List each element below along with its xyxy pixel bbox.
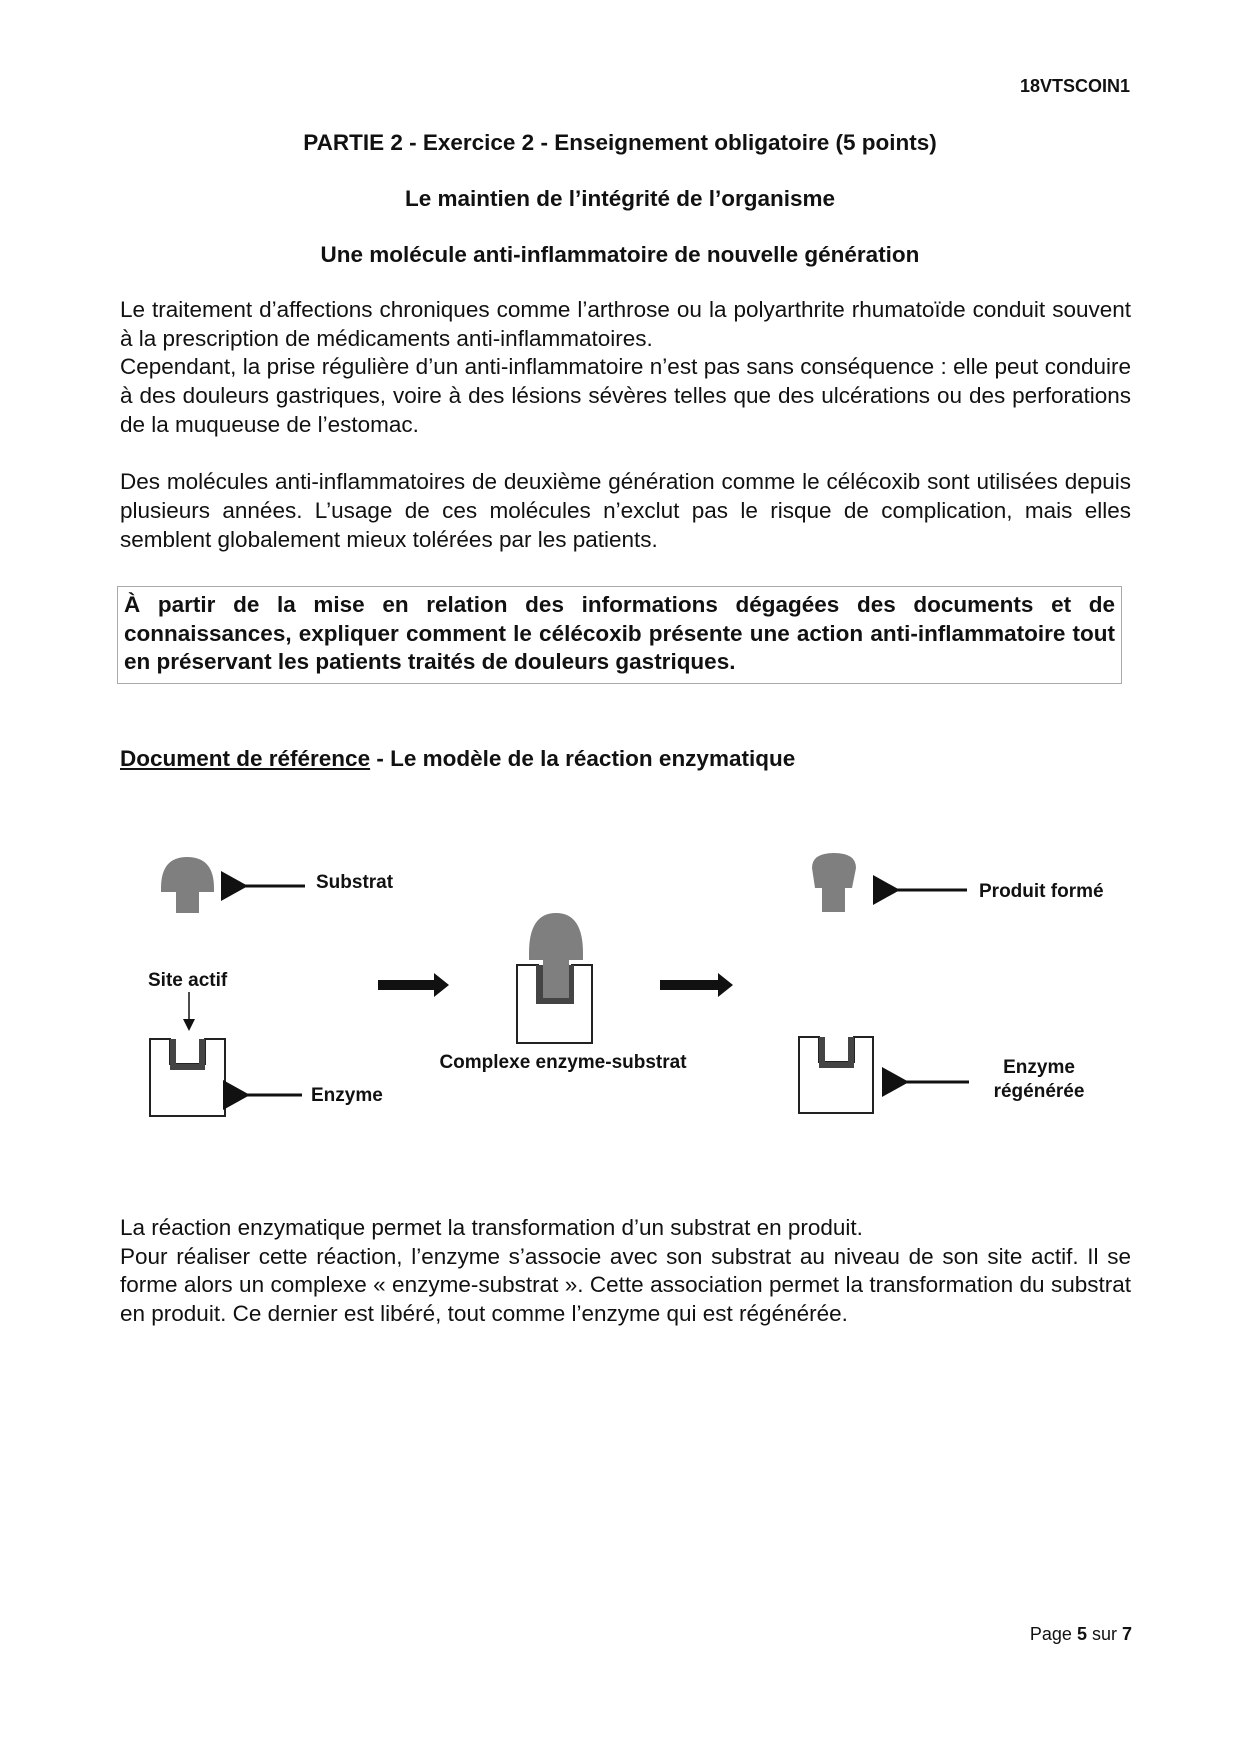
total-pages: 7 [1121,1624,1132,1644]
page-number [1030,1624,1132,1645]
complex-label: Complexe enzyme-substrat [439,1052,687,1073]
intro-paragraph-3: Des molécules anti-inflammatoires de deuxième génération comme le célécoxib sont utilisées depuis plusieurs années. L’usage de ces molécules n’exclut pas le risque de complication, mais elles semblent globalement mieux tolérées par les patients. [120,469,1131,552]
regenerated-enzyme-label-2: régénérée [993,1081,1085,1102]
product-label: Produit formé [979,881,1104,902]
active-site-label: Site actif [148,970,228,991]
reaction-arrow-1 [378,973,449,997]
intro-text [120,296,1131,554]
intro-paragraph-1: Le traitement d’affections chroniques comme l’arthrose ou la polyarthrite rhumatoïde conduit souvent à la prescription de médicaments anti-inflammatoires. [120,297,1131,351]
document-paragraph-1: La réaction enzymatique permet la transformation d’un substrat en produit. [120,1215,863,1240]
document-text [120,1214,1131,1329]
regenerated-enzyme-shape [799,1037,873,1113]
substrate-label: Substrat [316,872,394,893]
page-prefix: Page [1029,1624,1077,1644]
document-code: 18VTSCOIN1 [1019,76,1130,96]
part-title: PARTIE 2 - Exercice 2 - Enseignement obligatoire (5 points) [303,130,937,155]
enzyme-shape [150,1039,225,1116]
current-page: 5 [1076,1624,1087,1644]
enzyme-label: Enzyme [311,1085,383,1106]
regenerated-enzyme-label-1: Enzyme [1003,1057,1075,1078]
intro-paragraph-2: Cependant, la prise régulière d’un anti-inflammatoire n’est pas sans conséquence : elle peut conduire à des douleurs gastriques, voire à des lésions sévères telles que des ulcérations ou des perforations de la muqueuse de l’estomac. [120,354,1131,437]
subject-title: Une molécule anti-inflammatoire de nouvelle génération [320,242,920,267]
enzyme-substrate-complex-shape [517,913,592,1043]
page-separator: sur [1086,1624,1122,1644]
document-heading [120,746,795,772]
product-shape [812,853,856,912]
theme-title: Le maintien de l’intégrité de l’organisme [404,186,836,211]
question-box: À partir de la mise en relation des informations dégagées des documents et de connaissances, expliquer comment le célécoxib présente une action anti-inflammatoire tout en préservant les patients traités de douleurs gastriques. [117,586,1122,684]
document-paragraph-2: Pour réaliser cette réaction, l’enzyme s’associe avec son substrat au niveau de son site actif. Il se forme alors un complexe « enzyme-substrat ». Cette association permet la transformation du substrat en produit. Ce dernier est libéré, tout comme l’enzyme qui est régénérée. [120,1243,1131,1327]
document-title: - Le modèle de la réaction enzymatique [370,746,796,771]
enzyme-reaction-diagram [0,820,1240,1160]
document-label: Document de référence [120,746,371,771]
substrate-shape [161,857,214,913]
reaction-arrow-2 [660,973,733,997]
